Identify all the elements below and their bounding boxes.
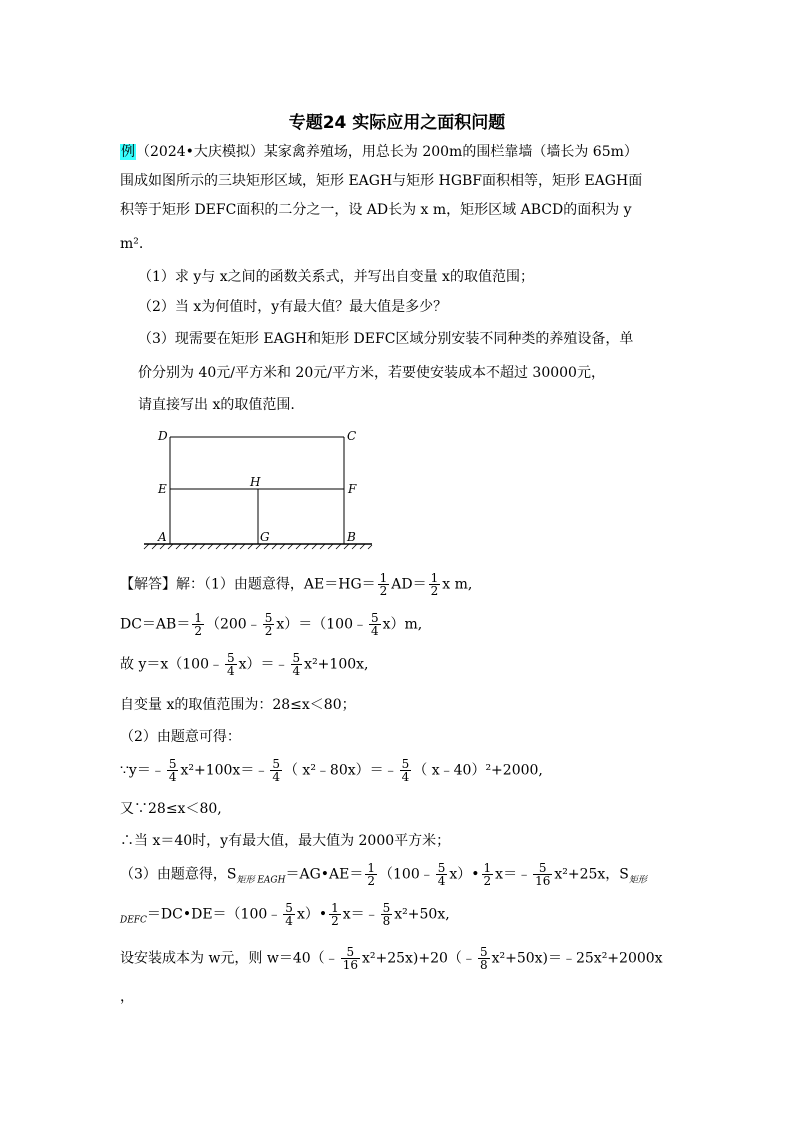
sol-text: DC＝AB＝ <box>120 616 191 633</box>
solution-line-10 <box>120 902 680 931</box>
fraction: $\frac{5}{4}$ <box>226 651 235 678</box>
fraction: $\frac{5}{16}$ <box>342 945 358 972</box>
sol-text: x²+100x, <box>304 656 369 673</box>
sol-text: x²+50x, <box>394 906 450 923</box>
sol-text: （100﹣ <box>379 866 434 883</box>
problem-line-2: 围成如图所示的三块矩形区域，矩形 EAGH与矩形 HGBF面积相等，矩形 EAGH面 <box>120 173 643 189</box>
sol-text: x²+25x，S <box>554 866 629 883</box>
sol-text: ＝DC•DE＝（100﹣ <box>146 906 282 923</box>
fraction: $\frac{5}{8}$ <box>382 901 391 928</box>
solution-line-8: ∴当 x＝40时，y有最大值，最大值为 2000平方米； <box>120 833 451 849</box>
sol-text: （ x²﹣80x）＝﹣ <box>283 762 398 779</box>
subscript: DEFC <box>120 915 147 926</box>
solution-line-5: （2）由题意可得： <box>120 729 241 745</box>
fraction: $\frac{5}{4}$ <box>292 651 301 678</box>
fraction: $\frac{1}{2}$ <box>331 901 339 928</box>
question-1: （1）求 y与 x之间的函数关系式，并写出自变量 x的取值范围； <box>138 269 534 285</box>
sol-text: x²+100x＝﹣ <box>180 762 269 779</box>
sol-text: 设安装成本为 w元，则 w＝40（﹣ <box>120 950 339 967</box>
label-d: D <box>158 429 168 443</box>
fraction: $\frac{5}{4}$ <box>437 861 446 888</box>
fraction: $\frac{5}{4}$ <box>285 901 293 928</box>
fraction: $\frac{5}{2}$ <box>264 611 273 638</box>
sol-text: x）m, <box>382 616 423 633</box>
solution-line-6 <box>120 758 680 783</box>
problem-line-1 <box>120 141 680 163</box>
solution-line-11 <box>120 946 680 971</box>
solution-line-1 <box>120 572 680 597</box>
page-title: 专题24 实际应用之面积问题 <box>288 113 506 133</box>
question-3-line-2: 价分别为 40元/平方米和 20元/平方米，若要使安装成本不超过 30000元， <box>138 365 605 381</box>
sol-text: x）• <box>296 906 328 923</box>
label-c: C <box>347 429 357 443</box>
solution-line-7: 又∵28≤x＜80, <box>120 801 222 817</box>
sol-text: （200﹣ <box>205 616 261 633</box>
question-2: （2）当 x为何值时，y有最大值？最大值是多少？ <box>138 299 448 315</box>
fraction: $\frac{5}{16}$ <box>535 861 551 888</box>
label-f: F <box>348 482 357 496</box>
fraction: $\frac{5}{4}$ <box>272 757 280 784</box>
subscript: 矩形 EAGH <box>236 875 286 886</box>
label-g: G <box>260 530 270 544</box>
solution-line-4: 自变量 x的取值范围为：28≤x＜80； <box>120 697 356 713</box>
sol-text: x）＝（100﹣ <box>276 616 367 633</box>
fraction: $\frac{1}{2}$ <box>194 611 202 638</box>
problem-text-1: （2024•大庆模拟）某家禽养殖场，用总长为 200m的围栏靠墙（墙长为 65m） <box>136 144 638 160</box>
sol-text: （ x﹣40）²+2000, <box>413 762 543 779</box>
sol-text: 故 y＝x（100﹣ <box>120 656 223 673</box>
sol-text: 解：（1）由题意得， <box>176 576 304 593</box>
problem-line-3: 积等于矩形 DEFC面积的二分之一，设 AD长为 x m，矩形区域 ABCD的面积为 y <box>120 202 632 218</box>
label-a: A <box>158 530 167 544</box>
sol-text: x m, <box>442 576 473 593</box>
solution-line-9 <box>120 862 680 891</box>
fraction: $\frac{5}{4}$ <box>168 757 177 784</box>
label-e: E <box>158 482 167 496</box>
solution-line-3 <box>120 652 680 677</box>
problem-line-4: m². <box>120 236 144 252</box>
fraction: $\frac{5}{4}$ <box>401 757 410 784</box>
sol-text: x）＝﹣ <box>238 656 289 673</box>
label-b: B <box>347 530 356 544</box>
sol-text: AE＝HG＝ <box>303 576 376 593</box>
fraction: $\frac{1}{2}$ <box>367 861 375 888</box>
solution-line-12: ， <box>120 989 134 1005</box>
sol-text: ∵y＝﹣ <box>120 762 165 779</box>
fraction: $\frac{1}{2}$ <box>379 571 388 598</box>
sol-text: x＝﹣ <box>495 866 532 883</box>
sol-text: x²+25x)+20（﹣ <box>361 950 476 967</box>
question-3-line-3: 请直接写出 x的取值范围. <box>138 397 295 413</box>
sol-text: ＝AG•AE＝ <box>285 866 364 883</box>
fraction: $\frac{1}{2}$ <box>483 861 492 888</box>
sol-text: x²+50x)＝﹣25x²+2000x <box>491 950 663 967</box>
label-h: H <box>250 475 261 489</box>
fraction: $\frac{5}{8}$ <box>479 945 488 972</box>
fraction: $\frac{5}{4}$ <box>370 611 379 638</box>
solution-line-2 <box>120 612 680 637</box>
example-tag: 例 <box>121 144 135 160</box>
question-3-line-1: （3）现需要在矩形 EAGH和矩形 DEFC区域分别安装不同种类的养殖设备，单 <box>138 331 634 347</box>
subscript: 矩形 <box>628 875 647 886</box>
sol-text: （3）由题意得，S <box>120 866 237 883</box>
fraction: $\frac{1}{2}$ <box>430 571 439 598</box>
sol-text: x）• <box>449 866 480 883</box>
sol-text: AD＝ <box>391 576 427 593</box>
rectangle-diagram <box>140 424 380 554</box>
sol-text: x＝﹣ <box>342 906 379 923</box>
answer-tag: 【解答】 <box>120 576 176 593</box>
